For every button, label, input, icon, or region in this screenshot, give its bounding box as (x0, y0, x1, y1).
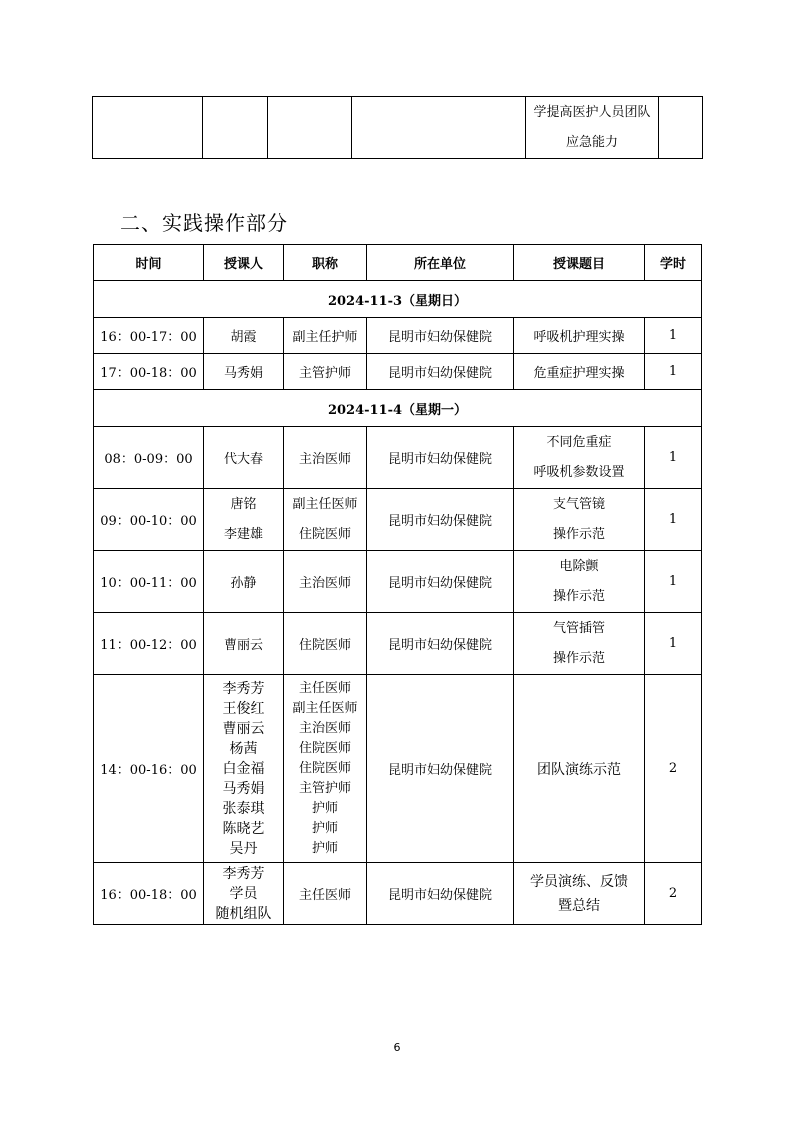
header-row (94, 245, 702, 281)
lecturer-name: 学员 (229, 885, 258, 902)
date-cell: 2024-11-4（星期一） (94, 390, 702, 427)
lecturer-name: 陈晓艺 (222, 820, 265, 837)
topic-line: 呼吸机参数设置 (533, 464, 625, 480)
date-row (94, 281, 702, 318)
topic-line: 学员演练、反馈 (530, 873, 628, 890)
unit-cell: 昆明市妇幼保健院 (367, 675, 514, 863)
table-row (94, 863, 702, 925)
lecturer-name: 李建雄 (223, 526, 263, 542)
table-cell (659, 97, 703, 159)
page-number: 6 (393, 1041, 401, 1054)
table-row (94, 489, 702, 551)
hours-cell: 1 (645, 613, 702, 675)
table-cell (93, 97, 203, 159)
title-line: 住院医师 (298, 740, 351, 756)
topic-cell: 团队演练示范 (514, 675, 645, 863)
lecturer-cell: 胡霞 (204, 318, 284, 354)
lecturer-name: 马秀娟 (222, 780, 265, 797)
topic-cell: 危重症护理实操 (514, 354, 645, 390)
lecturer-name: 王俊红 (222, 700, 265, 717)
topic-line: 操作示范 (552, 650, 605, 666)
topic-line: 暨总结 (558, 897, 600, 914)
lecturer-name: 白金福 (222, 760, 265, 777)
lecturer-cell: 马秀娟 (204, 354, 284, 390)
time-cell: 09：00-10：00 (94, 489, 204, 551)
lecturer-cell: 代大春 (204, 427, 284, 489)
lecturer-name: 唐铭 (230, 496, 257, 512)
hours-cell: 1 (645, 489, 702, 551)
topic-cell (514, 427, 645, 489)
date-cell: 2024-11-3（星期日） (94, 281, 702, 318)
topic-cell (514, 863, 645, 925)
title-line: 护师 (311, 800, 338, 816)
time-cell: 10：00-11：00 (94, 551, 204, 613)
unit-cell: 昆明市妇幼保健院 (367, 489, 514, 551)
topic-line: 操作示范 (552, 526, 605, 542)
lecturer-name: 随机组队 (215, 905, 272, 922)
topic-line: 气管插管 (552, 620, 605, 636)
topic-line: 支气管镜 (552, 496, 605, 512)
hours-cell: 2 (645, 675, 702, 863)
title-line: 主管护师 (298, 780, 351, 796)
unit-cell: 昆明市妇幼保健院 (367, 318, 514, 354)
section-title: 二、实践操作部分 (120, 211, 288, 235)
title-cell: 副主任护师 (284, 318, 367, 354)
time-cell: 08：0-09：00 (94, 427, 204, 489)
header-unit: 所在单位 (367, 245, 514, 281)
time-cell: 11：00-12：00 (94, 613, 204, 675)
table-row (93, 97, 703, 159)
lecturer-name: 杨茜 (229, 740, 258, 757)
time-cell: 16：00-18：00 (94, 863, 204, 925)
header-time: 时间 (94, 245, 204, 281)
title-line: 护师 (311, 820, 338, 836)
table-row (94, 318, 702, 354)
hours-cell: 1 (645, 551, 702, 613)
title-line: 住院医师 (298, 760, 351, 776)
unit-cell: 昆明市妇幼保健院 (367, 613, 514, 675)
title-cell (284, 489, 367, 551)
topic-line: 学提高医护人员团队 (533, 104, 651, 120)
title-line: 护师 (311, 840, 338, 856)
header-lecturer: 授课人 (204, 245, 284, 281)
header-hours: 学时 (645, 245, 702, 281)
lecturer-name: 李秀芳 (222, 865, 265, 882)
lecturer-cell (204, 675, 284, 863)
hours-cell: 1 (645, 354, 702, 390)
title-line: 副主任医师 (292, 700, 358, 716)
lecturer-cell: 孙静 (204, 551, 284, 613)
table-row (94, 613, 702, 675)
unit-cell: 昆明市妇幼保健院 (367, 863, 514, 925)
header-topic: 授课题目 (514, 245, 645, 281)
title-cell (284, 675, 367, 863)
unit-cell: 昆明市妇幼保健院 (367, 427, 514, 489)
lecturer-name: 曹丽云 (222, 720, 265, 737)
table-cell (203, 97, 268, 159)
title-line: 住院医师 (298, 526, 351, 542)
table-row (94, 675, 702, 863)
unit-cell: 昆明市妇幼保健院 (367, 354, 514, 390)
table-cell (268, 97, 352, 159)
title-cell: 住院医师 (284, 613, 367, 675)
topic-line: 应急能力 (565, 134, 618, 150)
header-title: 职称 (284, 245, 367, 281)
date-row (94, 390, 702, 427)
hours-cell: 1 (645, 427, 702, 489)
title-cell: 主管护师 (284, 354, 367, 390)
hours-cell: 2 (645, 863, 702, 925)
topic-line: 操作示范 (552, 588, 605, 604)
topic-cell (514, 613, 645, 675)
title-line: 副主任医师 (292, 496, 358, 512)
table-row (94, 427, 702, 489)
schedule-table (93, 244, 702, 925)
lecturer-cell: 曹丽云 (204, 613, 284, 675)
time-cell: 17：00-18：00 (94, 354, 204, 390)
topic-line: 电除颤 (559, 558, 599, 574)
lecturer-name: 张泰琪 (222, 800, 265, 817)
topic-cell: 呼吸机护理实操 (514, 318, 645, 354)
title-cell: 主任医师 (284, 863, 367, 925)
time-cell: 14：00-16：00 (94, 675, 204, 863)
lecturer-name: 吴丹 (229, 840, 258, 857)
table-row (94, 354, 702, 390)
lecturer-cell (204, 489, 284, 551)
hours-cell: 1 (645, 318, 702, 354)
lecturer-name: 李秀芳 (222, 680, 265, 697)
title-cell: 主治医师 (284, 427, 367, 489)
time-cell: 16：00-17：00 (94, 318, 204, 354)
unit-cell: 昆明市妇幼保健院 (367, 551, 514, 613)
lecturer-cell (204, 863, 284, 925)
continued-table (92, 96, 703, 159)
topic-cell (526, 97, 659, 159)
title-cell: 主治医师 (284, 551, 367, 613)
table-row (94, 551, 702, 613)
title-line: 主治医师 (298, 720, 351, 736)
title-line: 主任医师 (298, 680, 351, 696)
table-cell (352, 97, 526, 159)
topic-cell (514, 551, 645, 613)
topic-cell (514, 489, 645, 551)
topic-line: 不同危重症 (546, 434, 612, 450)
